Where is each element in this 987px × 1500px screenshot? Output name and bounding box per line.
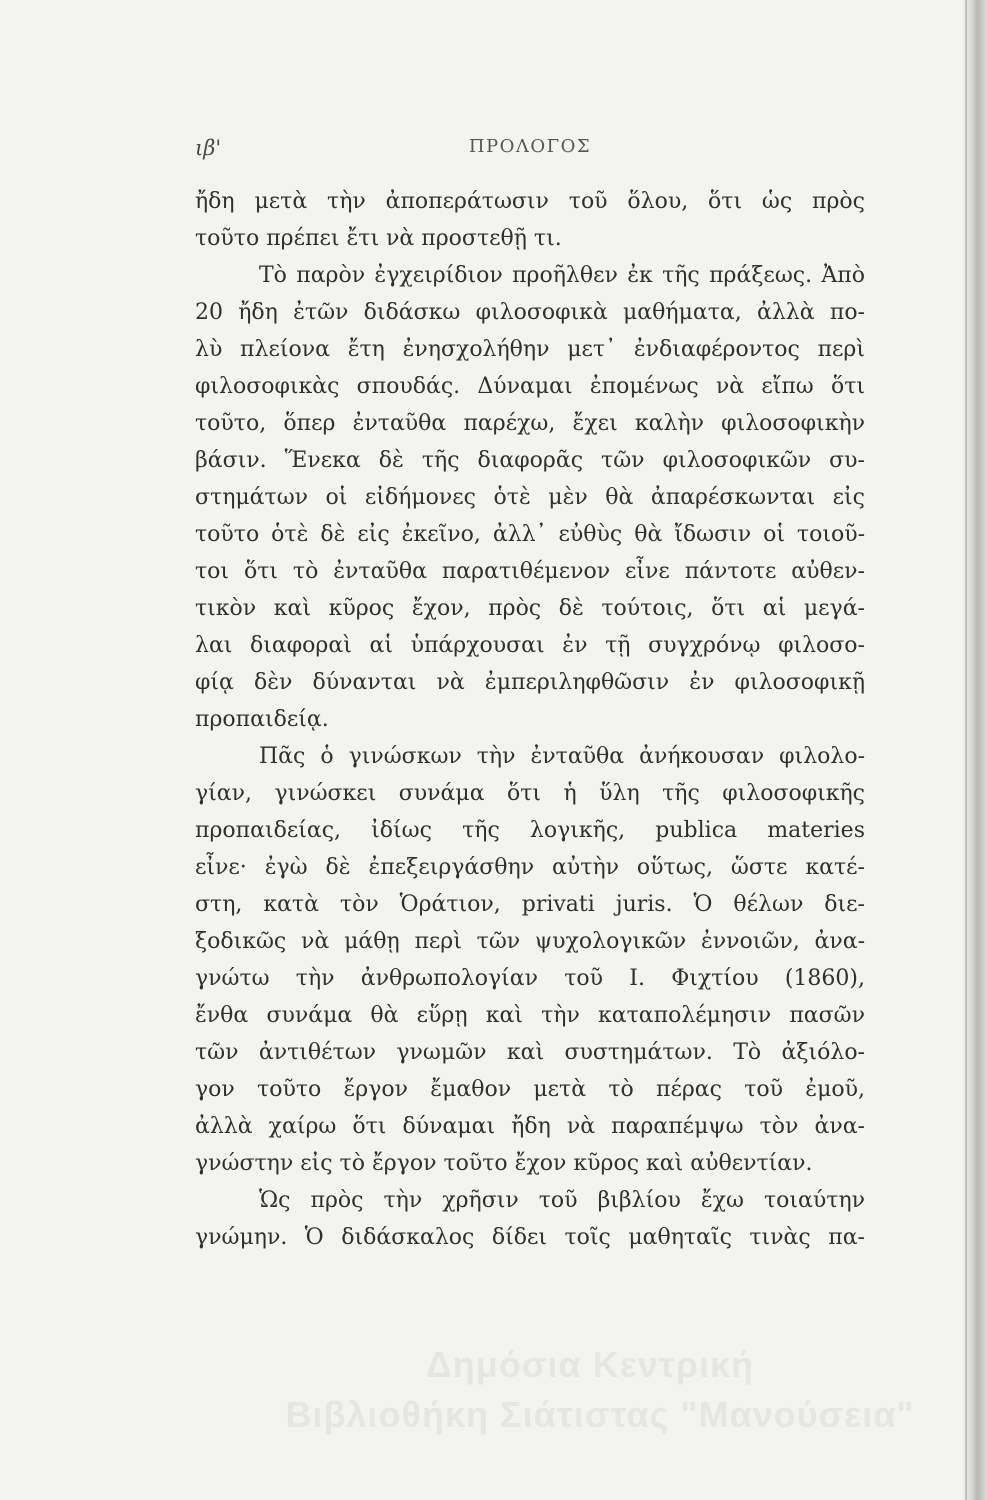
text-line: Ὡς πρὸς τὴν χρῆσιν τοῦ βιβλίου ἔχω τοιαύτην	[259, 1188, 865, 1213]
text-line: φιλοσοφικὰς σπουδάς. Δύναμαι ἐπομένως νὰ εἴπω ὅτι	[195, 374, 865, 399]
text-line: τοῦτο ὁτὲ δὲ εἰς ἐκεῖνο, ἀλλ᾿ εὐθὺς θὰ ἴδωσιν οἱ τοιοῦ-	[195, 522, 865, 547]
text-line: λὺ πλείονα ἔτη ἐνησχολήθην μετ᾿ ἐνδιαφέροντος περὶ	[195, 337, 865, 362]
text-line: στημάτων οἱ εἰδήμονες ὁτὲ μὲν θὰ ἀπαρέσκωνται εἰς	[195, 485, 865, 510]
text-line: τῶν ἀντιθέτων γνωμῶν καὶ συστημάτων. Τὸ ἀξιόλο-	[195, 1040, 865, 1065]
text-line: ἔνθα συνάμα θὰ εὕρῃ καὶ τὴν καταπολέμησιν πασῶν	[195, 1003, 865, 1028]
body-text	[195, 183, 865, 1256]
text-line: ἤδη μετὰ τὴν ἀποπεράτωσιν τοῦ ὅλου, ὅτι ὡς πρὸς	[195, 189, 865, 214]
text-line: προπαιδείας, ἰδίως τῆς λογικῆς, publica materies	[195, 818, 865, 843]
text-line: τικὸν καὶ κῦρος ἔχον, πρὸς δὲ τούτοις, ὅτι αἱ μεγά-	[195, 596, 865, 621]
text-line: προπαιδείᾳ.	[195, 707, 329, 732]
text-line: Τὸ παρὸν ἐγχειρίδιον προῆλθεν ἐκ τῆς πράξεως. Ἀπὸ	[259, 263, 865, 288]
running-title: ΠΡΟΛΟΓΟΣ	[468, 136, 592, 157]
watermark-line-1: Δημόσια Κεντρική	[425, 1344, 755, 1385]
page-number: ιβ'	[195, 136, 222, 160]
text-line: στη, κατὰ τὸν Ὁράτιον, privati juris. Ὁ θέλων διε-	[195, 892, 865, 917]
text-line: φίᾳ δὲν δύνανται νὰ ἐμπεριληφθῶσιν ἐν φιλοσοφικῇ	[195, 670, 865, 695]
page-header	[195, 136, 865, 168]
text-line: γον τοῦτο ἔργον ἔμαθον μετὰ τὸ πέρας τοῦ ἐμοῦ,	[195, 1077, 865, 1102]
text-line: τοῦτο πρέπει ἔτι νὰ προστεθῇ τι.	[195, 226, 562, 251]
page-edge-shadow	[965, 0, 967, 1500]
library-watermark	[190, 1340, 987, 1440]
text-line: ἀλλὰ χαίρω ὅτι δύναμαι ἤδη νὰ παραπέμψω τὸν ἀνα-	[195, 1114, 865, 1139]
text-line: 20 ἤδη ἐτῶν διδάσκω φιλοσοφικὰ μαθήματα, ἀλλὰ πο-	[195, 300, 865, 325]
text-line: γνώτω τὴν ἀνθρωπολογίαν τοῦ Ι. Φιχτίου (1860),	[195, 966, 865, 991]
watermark-line-2: Βιβλιοθήκη Σιάτιστας "Μανούσεια"	[285, 1394, 915, 1435]
text-line: ξοδικῶς νὰ μάθῃ περὶ τῶν ψυχολογικῶν ἐννοιῶν, ἀνα-	[195, 929, 865, 954]
text-line: γνώμην. Ὁ διδάσκαλος δίδει τοῖς μαθηταῖς τινὰς πα-	[195, 1225, 865, 1250]
text-line: βάσιν. Ἕνεκα δὲ τῆς διαφορᾶς τῶν φιλοσοφικῶν συ-	[195, 448, 865, 473]
text-line: Πᾶς ὁ γινώσκων τὴν ἐνταῦθα ἀνήκουσαν φιλολο-	[259, 744, 865, 769]
text-line: γίαν, γινώσκει συνάμα ὅτι ἡ ὕλη τῆς φιλοσοφικῆς	[195, 781, 865, 806]
text-line: τοι ὅτι τὸ ἐνταῦθα παρατιθέμενον εἶνε πάντοτε αὐθεν-	[195, 559, 865, 584]
text-line: εἶνε· ἐγὼ δὲ ἐπεξειργάσθην αὐτὴν οὕτως, ὥστε κατέ-	[195, 855, 865, 880]
text-line: γνώστην εἰς τὸ ἔργον τοῦτο ἔχον κῦρος καὶ αὐθεντίαν.	[195, 1151, 813, 1176]
text-line: τοῦτο, ὅπερ ἐνταῦθα παρέχω, ἔχει καλὴν φιλοσοφικὴν	[195, 411, 865, 436]
text-line: λαι διαφοραὶ αἱ ὑπάρχουσαι ἐν τῇ συγχρόνῳ φιλοσο-	[195, 633, 865, 658]
